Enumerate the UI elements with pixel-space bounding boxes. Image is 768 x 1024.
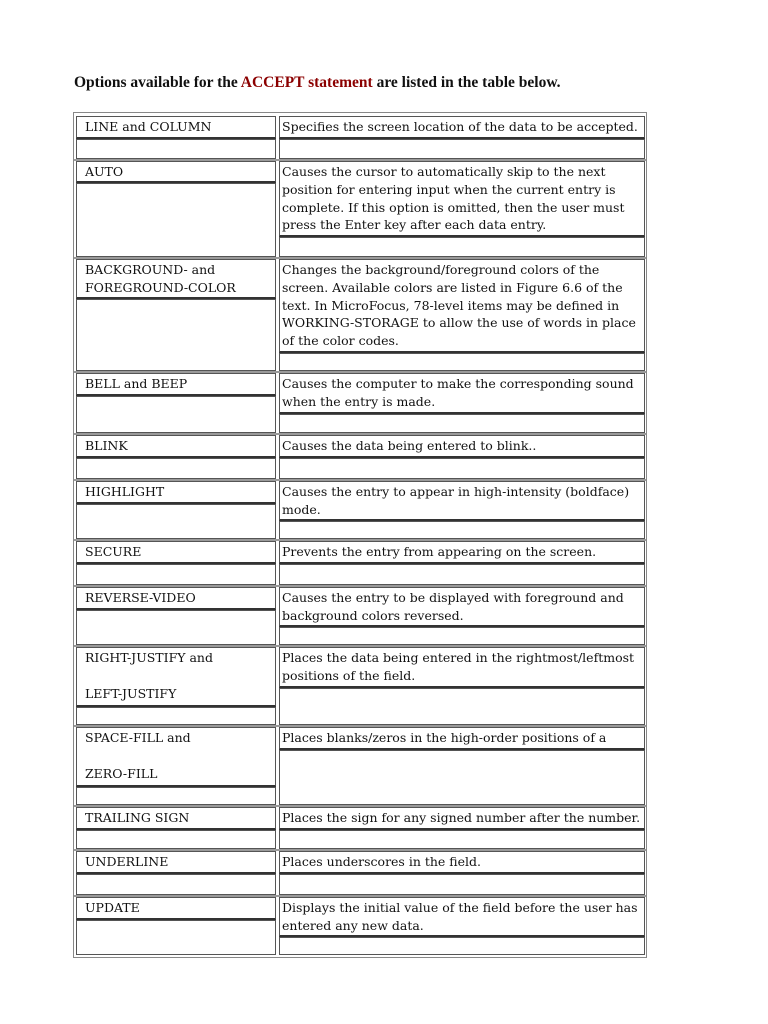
heading-before: Options available for the [74, 74, 241, 91]
option-description: Places the sign for any signed number after the number. [279, 807, 645, 830]
spacer-cell [76, 830, 276, 849]
option-name: BLINK [76, 435, 276, 458]
option-description: Prevents the entry from appearing on the screen. [279, 541, 645, 564]
spacer-cell [76, 564, 276, 585]
option-name-gap [85, 747, 273, 765]
option-name: SECURE [76, 541, 276, 564]
spacer-cell [76, 139, 276, 159]
spacer-cell [279, 414, 645, 433]
option-description: Causes the cursor to automatically skip to the next position for entering input when the current entry is complete. If this option is omitted, then the user must press the Enter key after each data entry. [279, 161, 645, 237]
spacer-cell [279, 237, 645, 257]
heading-after: are listed in the table below. [372, 74, 561, 91]
option-description: Causes the entry to be displayed with foreground and background colors reversed. [279, 587, 645, 627]
spacer-cell [76, 299, 276, 371]
option-name: HIGHLIGHT [76, 481, 276, 504]
spacer-cell [279, 139, 645, 159]
spacer-cell [76, 874, 276, 895]
option-name-gap [85, 667, 273, 685]
spacer-cell [279, 353, 645, 371]
spacer-cell [279, 830, 645, 849]
option-description: Displays the initial value of the field before the user has entered any new data. [279, 897, 645, 937]
option-name [76, 647, 276, 707]
spacer-cell [76, 504, 276, 539]
option-description: Places the data being entered in the rightmost/leftmost positions of the field. [279, 647, 645, 688]
option-name-line: ZERO-FILL [85, 765, 158, 781]
spacer-cell [76, 707, 276, 725]
option-description: Places underscores in the field. [279, 851, 645, 874]
option-name-line: LEFT-JUSTIFY [85, 685, 177, 701]
page-heading [74, 74, 561, 92]
option-description: Causes the entry to appear in high-intensity (boldface) mode. [279, 481, 645, 521]
spacer-cell [279, 750, 645, 805]
spacer-cell [279, 627, 645, 645]
spacer-cell [279, 874, 645, 895]
spacer-cell [76, 396, 276, 433]
heading-accent: ACCEPT statement [240, 74, 373, 91]
option-name: TRAILING SIGN [76, 807, 276, 830]
spacer-cell [76, 458, 276, 479]
option-name: UPDATE [76, 897, 276, 920]
options-table [73, 112, 647, 958]
option-name: LINE and COLUMN [76, 116, 276, 139]
spacer-cell [76, 920, 276, 955]
option-description: Specifies the screen location of the data to be accepted. [279, 116, 645, 139]
option-name: AUTO [76, 161, 276, 183]
spacer-cell [76, 610, 276, 645]
spacer-cell [279, 564, 645, 585]
option-name-line: SPACE-FILL and [85, 730, 191, 745]
option-name: BELL and BEEP [76, 373, 276, 396]
spacer-cell [279, 937, 645, 955]
option-description: Causes the data being entered to blink.. [279, 435, 645, 458]
option-name: BACKGROUND- and FOREGROUND-COLOR [76, 259, 276, 299]
option-name [76, 727, 276, 787]
option-name-line: RIGHT-JUSTIFY and [85, 650, 213, 665]
option-name: REVERSE-VIDEO [76, 587, 276, 610]
spacer-cell [76, 183, 276, 257]
spacer-cell [279, 521, 645, 539]
option-description: Causes the computer to make the corresponding sound when the entry is made. [279, 373, 645, 414]
option-description: Places blanks/zeros in the high-order positions of a [279, 727, 645, 750]
spacer-cell [279, 458, 645, 479]
option-name: UNDERLINE [76, 851, 276, 874]
spacer-cell [279, 688, 645, 725]
spacer-cell [76, 787, 276, 805]
option-description: Changes the background/foreground colors of the screen. Available colors are listed in Figure 6.6 of the text. In MicroFocus, 78-level items may be defined in WORKING-STORAGE to allow the use of words in place of the color codes. [279, 259, 645, 353]
